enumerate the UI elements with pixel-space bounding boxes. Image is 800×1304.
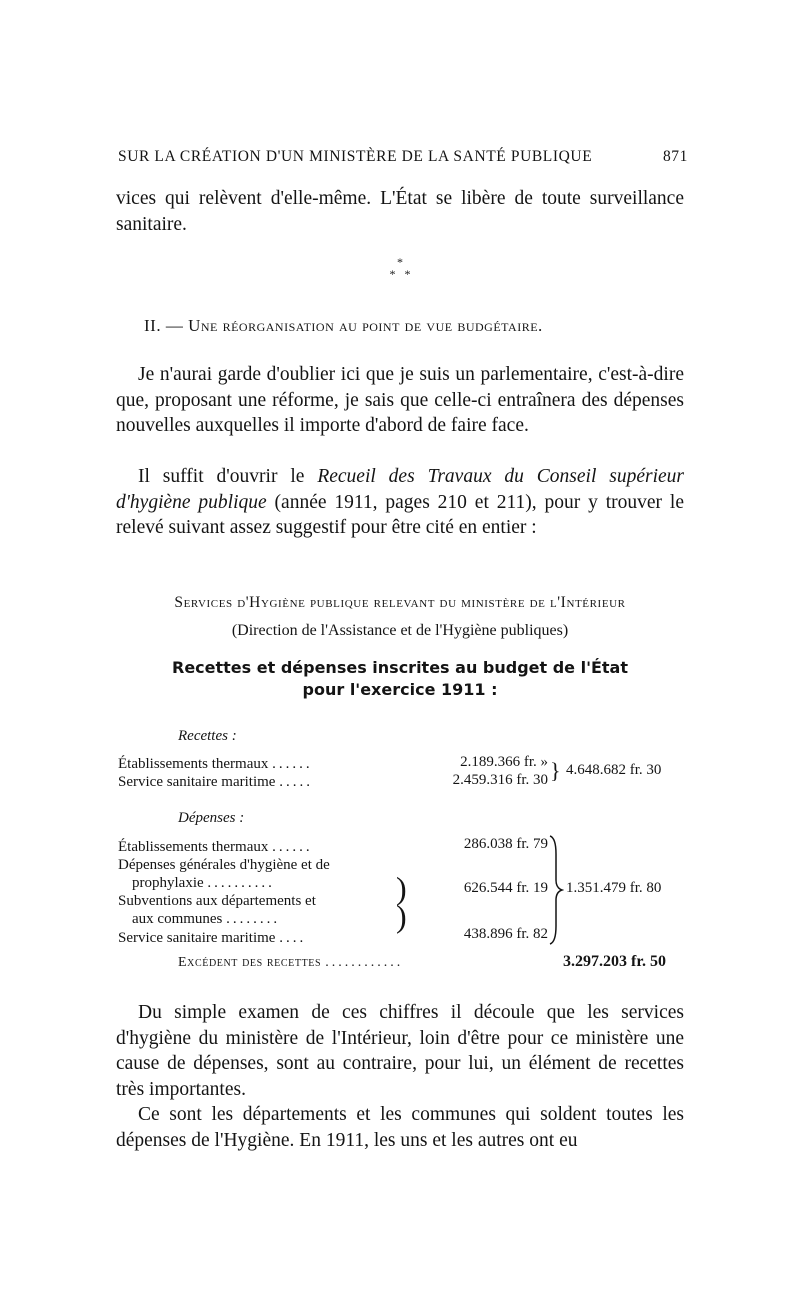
depense-label-2-cont: prophylaxie <box>132 875 204 891</box>
excedent-amount: 3.297.203 fr. 50 <box>563 953 666 970</box>
recettes-label: Recettes : <box>178 728 237 744</box>
depense-row-2d: aux communes ........ <box>132 911 281 927</box>
paragraph-2-after: (année 1911, pages 210 et 211), pour y trouver le relevé suivant assez suggestif pour être cité en entier : <box>116 491 684 538</box>
direction-line: (Direction de l'Assistance et de l'Hygiène publiques) <box>231 622 569 639</box>
excedent-label: Excédent des recettes ............ <box>178 955 404 970</box>
recette-row-1: Établissements thermaux ...... <box>118 756 313 772</box>
excedent-text: Excédent des recettes <box>178 955 322 970</box>
paragraph-3: Du simple examen de ces chiffres il découle que les services d'hygiène du ministère de l'Intérieur, loin d'être pour ce ministère une cause de dépenses, sont au contraire, pour lui, un élément de recettes très importantes. <box>116 1002 684 1100</box>
depenses-total: 1.351.479 fr. 80 <box>566 880 662 896</box>
recettes-brace: } <box>550 758 561 783</box>
depense-row-3: Service sanitaire maritime .... <box>118 930 307 946</box>
depense-label-1: Établissements thermaux <box>118 839 269 855</box>
recueil-title: Recueil des Travaux du Conseil supérieur d'hygiène publique <box>116 466 685 513</box>
depenses-brace <box>548 834 564 946</box>
paragraph-4: Ce sont les départements et les communes qui soldent toutes les dépenses de l'Hygiène. En 1911, les uns et les autres ont eu <box>116 1104 684 1151</box>
recette-row-2: Service sanitaire maritime ..... <box>118 774 313 790</box>
table-title-line-1: Recettes et dépenses inscrites au budget de l'État <box>172 658 628 677</box>
depense-row-1: Établissements thermaux ...... <box>118 839 313 855</box>
table-title-line-2: pour l'exercice 1911 : <box>302 680 498 699</box>
depense-label-3: Service sanitaire maritime <box>118 930 276 946</box>
depenses-label: Dépenses : <box>178 810 245 826</box>
depense-label-2d-cont: aux communes <box>132 911 223 927</box>
paragraph-2-before: Il suffit d'ouvrir le <box>138 466 318 487</box>
running-title: SUR LA CRÉATION D'UN MINISTÈRE DE LA SANTÉ PUBLIQUE <box>118 148 593 165</box>
paragraph-2 <box>116 464 684 541</box>
recette-amount-1: 2.189.366 fr. » <box>460 754 548 770</box>
depense-row-2c: Subventions aux départements et <box>118 893 316 909</box>
asterism: * * * <box>389 255 411 281</box>
depense-row-2a: Dépenses générales d'hygiène et de <box>118 857 330 873</box>
page-number: 871 <box>662 148 688 165</box>
depense-inner-brace-1: ) <box>396 870 407 906</box>
recettes-total: 4.648.682 fr. 30 <box>566 762 662 778</box>
recette-label-2: Service sanitaire maritime <box>118 774 276 790</box>
opening-paragraph: vices qui relèvent d'elle-même. L'État se libère de toute surveillance sanitaire. <box>116 188 684 235</box>
services-title: Services d'Hygiène publique relevant du ministère de l'Intérieur <box>174 594 626 611</box>
recette-label-1: Établissements thermaux <box>118 756 269 772</box>
paragraph-1: Je n'aurai garde d'oublier ici que je suis un parlementaire, c'est-à-dire que, proposant une réforme, je sais que celle-ci entraînera des dépenses nouvelles auxquelles il importe d'abord de faire face. <box>116 364 684 436</box>
section-heading: II. — Une réorganisation au point de vue budgétaire. <box>144 316 543 335</box>
depense-amount-3: 438.896 fr. 82 <box>463 926 548 942</box>
recette-amount-2: 2.459.316 fr. 30 <box>452 772 548 788</box>
depense-inner-brace-2: ) <box>396 898 407 934</box>
running-header <box>118 148 688 166</box>
depense-row-2b: prophylaxie .......... <box>132 875 275 891</box>
depense-amount-2: 626.544 fr. 19 <box>463 880 548 896</box>
depense-amount-1: 286.038 fr. 79 <box>463 836 548 852</box>
